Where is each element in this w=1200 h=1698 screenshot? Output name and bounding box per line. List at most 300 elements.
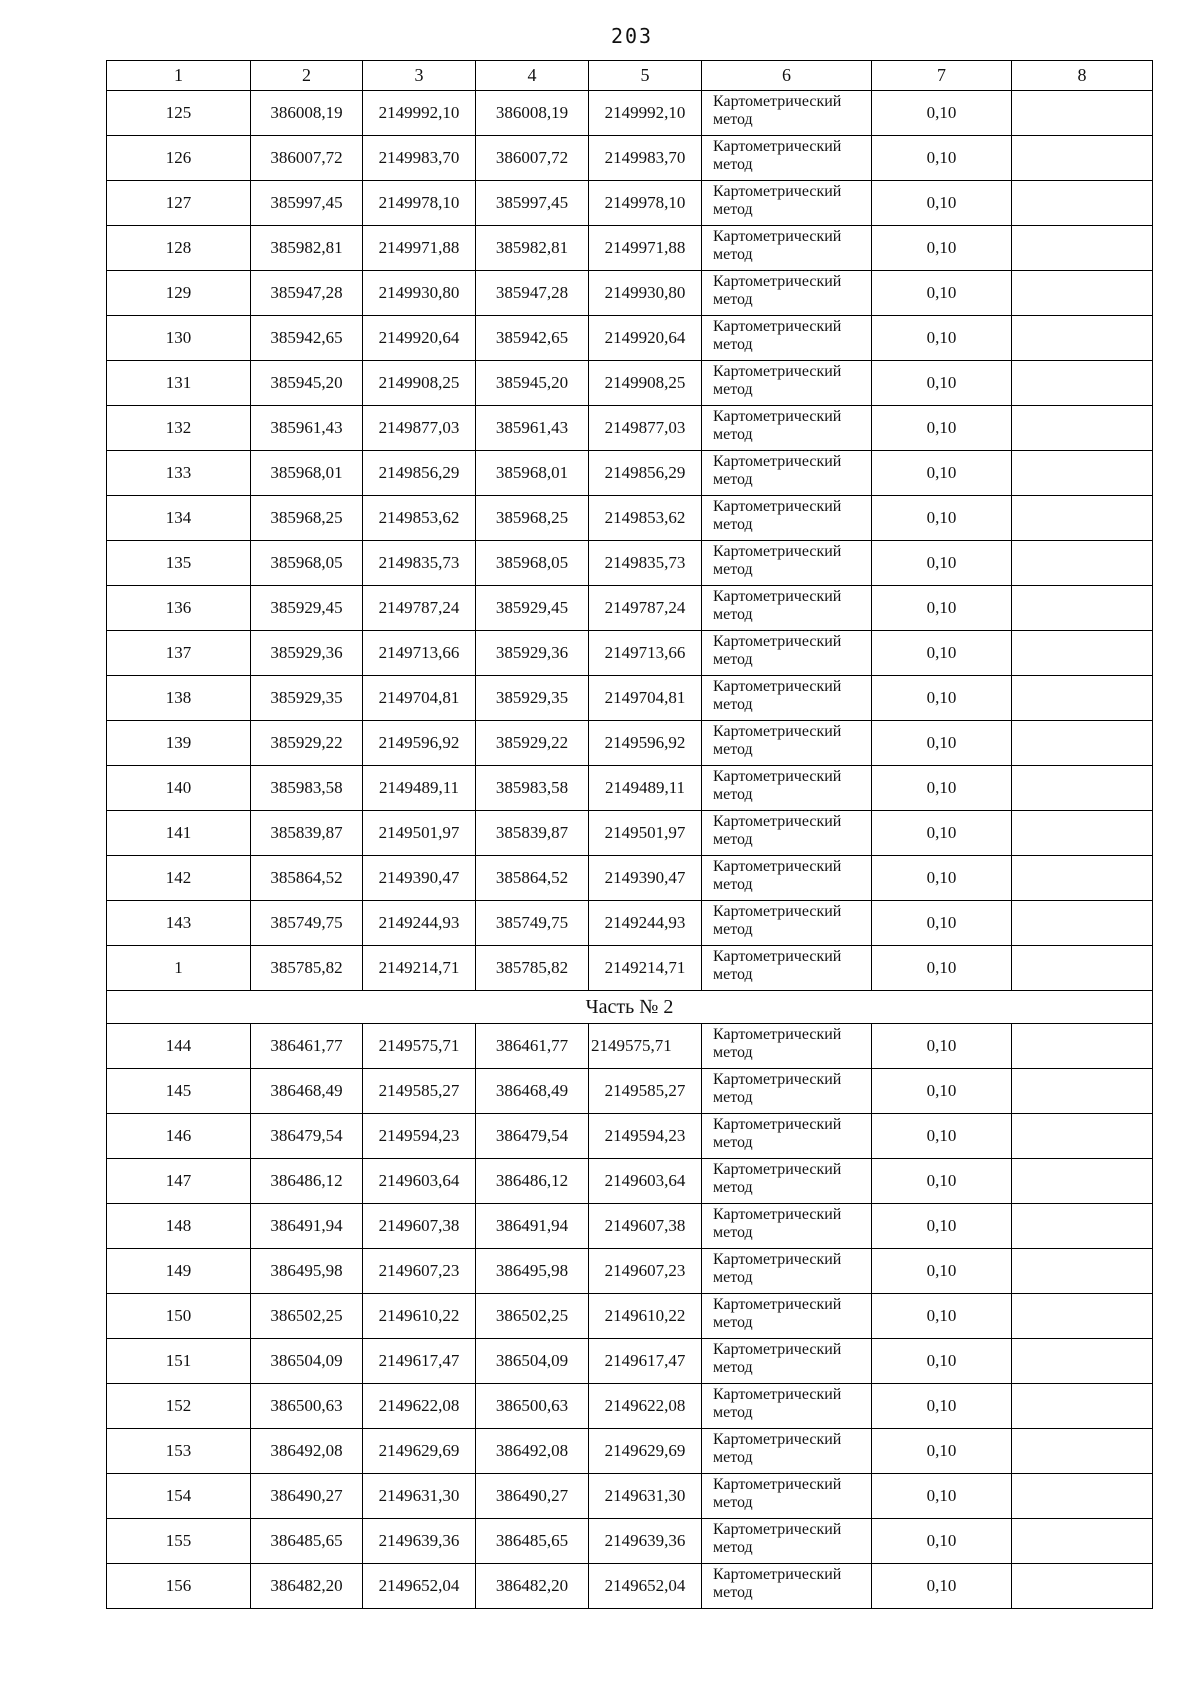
y-existing-cell: 2149607,23 [363, 1249, 476, 1294]
notes-cell [1012, 856, 1153, 901]
method-line-1: Картометрический [713, 1206, 842, 1223]
notes-cell [1012, 361, 1153, 406]
method-line-2: метод [713, 606, 753, 623]
y-new-cell: 2149978,10 [589, 181, 702, 226]
method-cell [702, 721, 872, 766]
accuracy-cell: 0,10 [872, 541, 1012, 586]
point-number-cell: 125 [107, 91, 251, 136]
accuracy-cell: 0,10 [872, 721, 1012, 766]
x-new-cell: 385947,28 [476, 271, 589, 316]
accuracy-cell: 0,10 [872, 901, 1012, 946]
point-number-cell: 133 [107, 451, 251, 496]
accuracy-cell: 0,10 [872, 226, 1012, 271]
table-row [107, 1204, 1153, 1249]
x-existing-cell: 385968,01 [251, 451, 363, 496]
x-existing-cell: 385942,65 [251, 316, 363, 361]
accuracy-cell: 0,10 [872, 1204, 1012, 1249]
y-new-cell: 2149908,25 [589, 361, 702, 406]
method-line-2: метод [713, 201, 753, 218]
x-existing-cell: 386491,94 [251, 1204, 363, 1249]
point-number-cell: 141 [107, 811, 251, 856]
coordinates-table [106, 60, 1153, 1609]
x-new-cell: 386479,54 [476, 1114, 589, 1159]
method-line-2: метод [713, 156, 753, 173]
column-header-8: 8 [1012, 61, 1153, 91]
x-existing-cell: 386486,12 [251, 1159, 363, 1204]
method-cell [702, 451, 872, 496]
y-existing-cell: 2149631,30 [363, 1474, 476, 1519]
point-number-cell: 138 [107, 676, 251, 721]
accuracy-cell: 0,10 [872, 406, 1012, 451]
table-row [107, 1294, 1153, 1339]
notes-cell [1012, 271, 1153, 316]
accuracy-cell: 0,10 [872, 856, 1012, 901]
x-new-cell: 386486,12 [476, 1159, 589, 1204]
y-new-cell: 2149652,04 [589, 1564, 702, 1609]
method-line-1: Картометрический [713, 1161, 842, 1178]
method-line-2: метод [713, 381, 753, 398]
accuracy-cell: 0,10 [872, 181, 1012, 226]
table-row [107, 946, 1153, 991]
notes-cell [1012, 1429, 1153, 1474]
method-line-2: метод [713, 516, 753, 533]
method-line-1: Картометрический [713, 903, 842, 920]
y-new-cell: 2149622,08 [589, 1384, 702, 1429]
y-new-cell: 2149603,64 [589, 1159, 702, 1204]
point-number-cell: 131 [107, 361, 251, 406]
accuracy-cell: 0,10 [872, 91, 1012, 136]
column-header-4: 4 [476, 61, 589, 91]
y-existing-cell: 2149856,29 [363, 451, 476, 496]
method-line-2: метод [713, 1539, 753, 1556]
y-existing-cell: 2149610,22 [363, 1294, 476, 1339]
y-new-cell: 2149390,47 [589, 856, 702, 901]
point-number-cell: 147 [107, 1159, 251, 1204]
point-number-cell: 129 [107, 271, 251, 316]
method-line-1: Картометрический [713, 1386, 842, 1403]
y-new-cell: 2149607,38 [589, 1204, 702, 1249]
table-row [107, 1429, 1153, 1474]
y-existing-cell: 2149853,62 [363, 496, 476, 541]
y-new-cell: 2149835,73 [589, 541, 702, 586]
method-cell [702, 1429, 872, 1474]
table-row [107, 901, 1153, 946]
method-cell [702, 1564, 872, 1609]
column-header-7: 7 [872, 61, 1012, 91]
y-existing-cell: 2149214,71 [363, 946, 476, 991]
table-row [107, 631, 1153, 676]
method-line-2: метод [713, 1404, 753, 1421]
x-new-cell: 385839,87 [476, 811, 589, 856]
method-line-1: Картометрический [713, 588, 842, 605]
part-heading-row [107, 991, 1153, 1024]
x-existing-cell: 386502,25 [251, 1294, 363, 1339]
table-row [107, 1114, 1153, 1159]
table-row [107, 1564, 1153, 1609]
y-new-cell: 2149639,36 [589, 1519, 702, 1564]
method-line-1: Картометрический [713, 363, 842, 380]
y-new-cell: 2149992,10 [589, 91, 702, 136]
x-new-cell: 385968,25 [476, 496, 589, 541]
method-line-2: метод [713, 336, 753, 353]
notes-cell [1012, 541, 1153, 586]
method-cell [702, 856, 872, 901]
x-existing-cell: 385968,05 [251, 541, 363, 586]
point-number-cell: 156 [107, 1564, 251, 1609]
method-line-1: Картометрический [713, 498, 842, 515]
method-line-2: метод [713, 1584, 753, 1601]
y-new-cell: 2149575,71 [589, 1024, 702, 1069]
y-existing-cell: 2149920,64 [363, 316, 476, 361]
x-existing-cell: 386500,63 [251, 1384, 363, 1429]
table-row [107, 856, 1153, 901]
notes-cell [1012, 1339, 1153, 1384]
y-new-cell: 2149920,64 [589, 316, 702, 361]
table-row [107, 1159, 1153, 1204]
y-new-cell: 2149713,66 [589, 631, 702, 676]
method-cell [702, 361, 872, 406]
method-cell [702, 811, 872, 856]
x-new-cell: 385982,81 [476, 226, 589, 271]
method-line-2: метод [713, 1269, 753, 1286]
notes-cell [1012, 1249, 1153, 1294]
x-existing-cell: 386485,65 [251, 1519, 363, 1564]
method-line-2: метод [713, 651, 753, 668]
x-new-cell: 385929,22 [476, 721, 589, 766]
notes-cell [1012, 811, 1153, 856]
y-existing-cell: 2149652,04 [363, 1564, 476, 1609]
method-line-1: Картометрический [713, 183, 842, 200]
notes-cell [1012, 901, 1153, 946]
point-number-cell: 149 [107, 1249, 251, 1294]
x-existing-cell: 385983,58 [251, 766, 363, 811]
method-cell [702, 946, 872, 991]
x-new-cell: 386504,09 [476, 1339, 589, 1384]
accuracy-cell: 0,10 [872, 361, 1012, 406]
notes-cell [1012, 631, 1153, 676]
method-cell [702, 1204, 872, 1249]
method-line-2: метод [713, 246, 753, 263]
x-new-cell: 385945,20 [476, 361, 589, 406]
method-line-1: Картометрический [713, 1341, 842, 1358]
x-existing-cell: 385929,22 [251, 721, 363, 766]
method-cell [702, 586, 872, 631]
method-cell [702, 1339, 872, 1384]
y-existing-cell: 2149390,47 [363, 856, 476, 901]
method-cell [702, 136, 872, 181]
y-existing-cell: 2149877,03 [363, 406, 476, 451]
method-cell [702, 406, 872, 451]
point-number-cell: 128 [107, 226, 251, 271]
x-existing-cell: 386479,54 [251, 1114, 363, 1159]
y-existing-cell: 2149983,70 [363, 136, 476, 181]
table-row [107, 316, 1153, 361]
point-number-cell: 140 [107, 766, 251, 811]
table-row [107, 721, 1153, 766]
notes-cell [1012, 1474, 1153, 1519]
y-existing-cell: 2149622,08 [363, 1384, 476, 1429]
method-cell [702, 766, 872, 811]
method-line-2: метод [713, 1179, 753, 1196]
notes-cell [1012, 496, 1153, 541]
accuracy-cell: 0,10 [872, 766, 1012, 811]
y-existing-cell: 2149501,97 [363, 811, 476, 856]
notes-cell [1012, 1204, 1153, 1249]
y-existing-cell: 2149629,69 [363, 1429, 476, 1474]
method-line-1: Картометрический [713, 138, 842, 155]
y-existing-cell: 2149713,66 [363, 631, 476, 676]
x-existing-cell: 385785,82 [251, 946, 363, 991]
method-cell [702, 1249, 872, 1294]
y-new-cell: 2149853,62 [589, 496, 702, 541]
method-cell [702, 1159, 872, 1204]
accuracy-cell: 0,10 [872, 946, 1012, 991]
method-line-1: Картометрический [713, 858, 842, 875]
method-line-2: метод [713, 696, 753, 713]
x-new-cell: 385749,75 [476, 901, 589, 946]
x-new-cell: 385864,52 [476, 856, 589, 901]
table-row [107, 136, 1153, 181]
x-new-cell: 386490,27 [476, 1474, 589, 1519]
x-new-cell: 386008,19 [476, 91, 589, 136]
y-new-cell: 2149594,23 [589, 1114, 702, 1159]
x-existing-cell: 386504,09 [251, 1339, 363, 1384]
notes-cell [1012, 721, 1153, 766]
method-line-1: Картометрический [713, 453, 842, 470]
point-number-cell: 145 [107, 1069, 251, 1114]
method-line-1: Картометрический [713, 1116, 842, 1133]
y-existing-cell: 2149908,25 [363, 361, 476, 406]
method-line-1: Картометрический [713, 1566, 842, 1583]
method-line-2: метод [713, 471, 753, 488]
x-existing-cell: 385929,35 [251, 676, 363, 721]
table-row [107, 361, 1153, 406]
y-existing-cell: 2149787,24 [363, 586, 476, 631]
column-header-3: 3 [363, 61, 476, 91]
accuracy-cell: 0,10 [872, 1294, 1012, 1339]
x-existing-cell: 386490,27 [251, 1474, 363, 1519]
y-existing-cell: 2149244,93 [363, 901, 476, 946]
point-number-cell: 150 [107, 1294, 251, 1339]
x-new-cell: 385929,35 [476, 676, 589, 721]
y-existing-cell: 2149978,10 [363, 181, 476, 226]
notes-cell [1012, 1159, 1153, 1204]
header-row [107, 61, 1153, 91]
column-header-5: 5 [589, 61, 702, 91]
y-new-cell: 2149596,92 [589, 721, 702, 766]
point-number-cell: 137 [107, 631, 251, 676]
x-existing-cell: 385961,43 [251, 406, 363, 451]
x-existing-cell: 385982,81 [251, 226, 363, 271]
notes-cell [1012, 406, 1153, 451]
notes-cell [1012, 316, 1153, 361]
notes-cell [1012, 226, 1153, 271]
x-existing-cell: 386008,19 [251, 91, 363, 136]
y-existing-cell: 2149585,27 [363, 1069, 476, 1114]
x-new-cell: 385942,65 [476, 316, 589, 361]
point-number-cell: 148 [107, 1204, 251, 1249]
notes-cell [1012, 946, 1153, 991]
accuracy-cell: 0,10 [872, 1564, 1012, 1609]
method-line-2: метод [713, 786, 753, 803]
method-line-2: метод [713, 426, 753, 443]
x-existing-cell: 385839,87 [251, 811, 363, 856]
accuracy-cell: 0,10 [872, 1429, 1012, 1474]
x-new-cell: 386500,63 [476, 1384, 589, 1429]
notes-cell [1012, 1069, 1153, 1114]
y-existing-cell: 2149575,71 [363, 1024, 476, 1069]
x-new-cell: 385968,05 [476, 541, 589, 586]
accuracy-cell: 0,10 [872, 1159, 1012, 1204]
method-line-1: Картометрический [713, 1296, 842, 1313]
method-cell [702, 1474, 872, 1519]
x-existing-cell: 385864,52 [251, 856, 363, 901]
accuracy-cell: 0,10 [872, 316, 1012, 361]
accuracy-cell: 0,10 [872, 1114, 1012, 1159]
y-existing-cell: 2149617,47 [363, 1339, 476, 1384]
point-number-cell: 155 [107, 1519, 251, 1564]
y-existing-cell: 2149930,80 [363, 271, 476, 316]
table-row [107, 541, 1153, 586]
method-line-2: метод [713, 1314, 753, 1331]
point-number-cell: 126 [107, 136, 251, 181]
accuracy-cell: 0,10 [872, 1384, 1012, 1429]
column-header-2: 2 [251, 61, 363, 91]
point-number-cell: 132 [107, 406, 251, 451]
y-new-cell: 2149983,70 [589, 136, 702, 181]
point-number-cell: 153 [107, 1429, 251, 1474]
method-line-1: Картометрический [713, 768, 842, 785]
y-new-cell: 2149489,11 [589, 766, 702, 811]
point-number-cell: 143 [107, 901, 251, 946]
y-new-cell: 2149610,22 [589, 1294, 702, 1339]
method-cell [702, 631, 872, 676]
table-row [107, 1339, 1153, 1384]
point-number-cell: 142 [107, 856, 251, 901]
accuracy-cell: 0,10 [872, 496, 1012, 541]
method-line-1: Картометрический [713, 408, 842, 425]
y-new-cell: 2149244,93 [589, 901, 702, 946]
notes-cell [1012, 91, 1153, 136]
point-number-cell: 1 [107, 946, 251, 991]
table-row [107, 451, 1153, 496]
method-line-1: Картометрический [713, 1251, 842, 1268]
method-line-1: Картометрический [713, 1521, 842, 1538]
x-existing-cell: 385945,20 [251, 361, 363, 406]
accuracy-cell: 0,10 [872, 586, 1012, 631]
method-cell [702, 1384, 872, 1429]
method-cell [702, 91, 872, 136]
method-cell [702, 1024, 872, 1069]
y-new-cell: 2149629,69 [589, 1429, 702, 1474]
y-existing-cell: 2149835,73 [363, 541, 476, 586]
method-cell [702, 541, 872, 586]
method-line-2: метод [713, 561, 753, 578]
x-new-cell: 386461,77 [476, 1024, 589, 1069]
point-number-cell: 152 [107, 1384, 251, 1429]
y-existing-cell: 2149704,81 [363, 676, 476, 721]
table-row [107, 811, 1153, 856]
table-row [107, 406, 1153, 451]
accuracy-cell: 0,10 [872, 1519, 1012, 1564]
method-line-1: Картометрический [713, 228, 842, 245]
accuracy-cell: 0,10 [872, 1069, 1012, 1114]
accuracy-cell: 0,10 [872, 631, 1012, 676]
table-row [107, 181, 1153, 226]
method-line-2: метод [713, 1134, 753, 1151]
notes-cell [1012, 1114, 1153, 1159]
method-line-2: метод [713, 1359, 753, 1376]
page-number: 203 [610, 24, 654, 48]
y-new-cell: 2149585,27 [589, 1069, 702, 1114]
method-line-2: метод [713, 1224, 753, 1241]
accuracy-cell: 0,10 [872, 1339, 1012, 1384]
method-line-2: метод [713, 1449, 753, 1466]
y-new-cell: 2149631,30 [589, 1474, 702, 1519]
table-row [107, 226, 1153, 271]
x-new-cell: 386495,98 [476, 1249, 589, 1294]
y-existing-cell: 2149607,38 [363, 1204, 476, 1249]
table-row [107, 91, 1153, 136]
y-new-cell: 2149214,71 [589, 946, 702, 991]
method-cell [702, 1519, 872, 1564]
notes-cell [1012, 676, 1153, 721]
method-line-1: Картометрический [713, 1431, 842, 1448]
x-existing-cell: 386461,77 [251, 1024, 363, 1069]
method-line-1: Картометрический [713, 633, 842, 650]
notes-cell [1012, 586, 1153, 631]
x-new-cell: 386482,20 [476, 1564, 589, 1609]
x-new-cell: 386491,94 [476, 1204, 589, 1249]
x-existing-cell: 385997,45 [251, 181, 363, 226]
x-new-cell: 386485,65 [476, 1519, 589, 1564]
notes-cell [1012, 1384, 1153, 1429]
notes-cell [1012, 1519, 1153, 1564]
x-new-cell: 385983,58 [476, 766, 589, 811]
method-line-1: Картометрический [713, 543, 842, 560]
y-existing-cell: 2149639,36 [363, 1519, 476, 1564]
method-line-2: метод [713, 876, 753, 893]
method-cell [702, 181, 872, 226]
notes-cell [1012, 451, 1153, 496]
method-line-2: метод [713, 111, 753, 128]
x-existing-cell: 385968,25 [251, 496, 363, 541]
y-new-cell: 2149787,24 [589, 586, 702, 631]
point-number-cell: 151 [107, 1339, 251, 1384]
y-new-cell: 2149501,97 [589, 811, 702, 856]
method-line-2: метод [713, 1044, 753, 1061]
method-line-2: метод [713, 966, 753, 983]
y-new-cell: 2149704,81 [589, 676, 702, 721]
table-row [107, 586, 1153, 631]
method-cell [702, 271, 872, 316]
y-existing-cell: 2149971,88 [363, 226, 476, 271]
x-existing-cell: 385929,45 [251, 586, 363, 631]
table-row [107, 496, 1153, 541]
table-row [107, 1384, 1153, 1429]
notes-cell [1012, 1294, 1153, 1339]
method-line-1: Картометрический [713, 1071, 842, 1088]
notes-cell [1012, 136, 1153, 181]
table-row [107, 1519, 1153, 1564]
point-number-cell: 135 [107, 541, 251, 586]
x-new-cell: 386468,49 [476, 1069, 589, 1114]
x-new-cell: 385968,01 [476, 451, 589, 496]
x-new-cell: 386502,25 [476, 1294, 589, 1339]
x-existing-cell: 385929,36 [251, 631, 363, 676]
x-new-cell: 385929,45 [476, 586, 589, 631]
point-number-cell: 146 [107, 1114, 251, 1159]
